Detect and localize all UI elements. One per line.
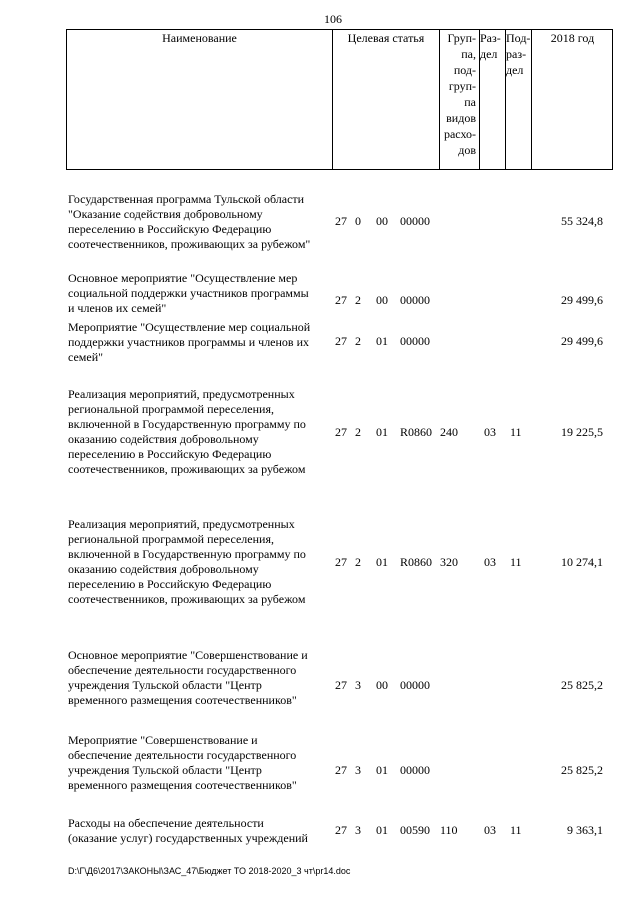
target-article-direction: 2 xyxy=(355,334,361,348)
subsection-code: 11 xyxy=(510,555,522,569)
target-article-program: 27 xyxy=(335,678,347,692)
row-name: Мероприятие "Осуществление мер социальной поддержки участников программы и членов их семей" xyxy=(68,320,311,364)
target-article-event: 01 xyxy=(376,334,388,348)
header-subsection: Под- раз- дел xyxy=(506,31,531,77)
header-expense-group: Груп- па, под- груп- па видов расхо- дов xyxy=(443,31,476,157)
header-target-article: Целевая статья xyxy=(347,31,425,45)
amount-2018: 9 363,1 xyxy=(567,823,603,837)
table-header xyxy=(66,29,613,170)
target-article-code: R0860 xyxy=(400,555,433,569)
file-path-footer: D:\Г\Д6\2017\ЗАКОНЫ\ЗАС_47\Бюджет ТО 2018-2020_3 чт\pr14.doc xyxy=(68,866,351,876)
row-name: Реализация мероприятий, предусмотренных региональной программой переселения, включенной в Государственную программу по оказанию содействия добровольному переселению в Российскую Федерацию соотечественников, проживающих за рубежом xyxy=(68,517,306,606)
subsection-code: 11 xyxy=(510,823,522,837)
target-article-program: 27 xyxy=(335,763,347,777)
target-article-event: 00 xyxy=(376,293,388,307)
amount-2018: 55 324,8 xyxy=(561,214,603,228)
target-article-code: R0860 xyxy=(400,425,433,439)
row-name: Расходы на обеспечение деятельности (оказание услуг) государственных учреждений xyxy=(68,816,308,845)
page-number: 106 xyxy=(324,12,342,26)
row-name: Основное мероприятие "Совершенствование и обеспечение деятельности государственного учреждения Тульской области "Центр временного размещения соотечественников" xyxy=(68,648,308,707)
target-article-event: 00 xyxy=(376,678,388,692)
target-article-program: 27 xyxy=(335,555,347,569)
section-code: 03 xyxy=(484,823,496,837)
target-article-event: 01 xyxy=(376,823,388,837)
row-name: Государственная программа Тульской области "Оказание содействия добровольному переселению в Российскую Федерацию соотечественников, проживающих за рубежом" xyxy=(68,192,311,251)
target-article-code: 00000 xyxy=(400,678,430,692)
row-name: Реализация мероприятий, предусмотренных региональной программой переселения, включенной в Государственную программу по оказанию содействия добровольному переселению в Российскую Федерацию соотечественников, проживающих за рубежом xyxy=(68,387,306,476)
target-article-program: 27 xyxy=(335,425,347,439)
amount-2018: 25 825,2 xyxy=(561,678,603,692)
target-article-program: 27 xyxy=(335,823,347,837)
section-code: 03 xyxy=(484,555,496,569)
target-article-code: 00000 xyxy=(400,763,430,777)
target-article-program: 27 xyxy=(335,334,347,348)
subsection-code: 11 xyxy=(510,425,522,439)
target-article-direction: 2 xyxy=(355,425,361,439)
target-article-program: 27 xyxy=(335,214,347,228)
row-name: Мероприятие "Совершенствование и обеспечение деятельности государственного учреждения Тульской области "Центр временного размещения соотечественников" xyxy=(68,733,297,792)
expense-group-code: 110 xyxy=(440,823,458,837)
target-article-direction: 0 xyxy=(355,214,361,228)
target-article-event: 01 xyxy=(376,555,388,569)
target-article-program: 27 xyxy=(335,293,347,307)
target-article-event: 01 xyxy=(376,763,388,777)
target-article-code: 00590 xyxy=(400,823,430,837)
expense-group-code: 320 xyxy=(440,555,458,569)
target-article-code: 00000 xyxy=(400,214,430,228)
amount-2018: 10 274,1 xyxy=(561,555,603,569)
header-year: 2018 год xyxy=(550,31,595,45)
column-divider xyxy=(332,30,333,169)
amount-2018: 29 499,6 xyxy=(561,293,603,307)
section-code: 03 xyxy=(484,425,496,439)
target-article-direction: 2 xyxy=(355,555,361,569)
column-divider xyxy=(531,30,532,169)
header-section: Раз- дел xyxy=(480,31,501,61)
header-name: Наименование xyxy=(162,31,237,45)
target-article-code: 00000 xyxy=(400,293,430,307)
row-name: Основное мероприятие "Осуществление мер социальной поддержки участников программы и членов их семей" xyxy=(68,271,309,315)
target-article-code: 00000 xyxy=(400,334,430,348)
target-article-direction: 3 xyxy=(355,823,361,837)
target-article-direction: 3 xyxy=(355,763,361,777)
amount-2018: 19 225,5 xyxy=(561,425,603,439)
target-article-direction: 2 xyxy=(355,293,361,307)
amount-2018: 29 499,6 xyxy=(561,334,603,348)
target-article-direction: 3 xyxy=(355,678,361,692)
target-article-event: 01 xyxy=(376,425,388,439)
expense-group-code: 240 xyxy=(440,425,458,439)
target-article-event: 00 xyxy=(376,214,388,228)
amount-2018: 25 825,2 xyxy=(561,763,603,777)
